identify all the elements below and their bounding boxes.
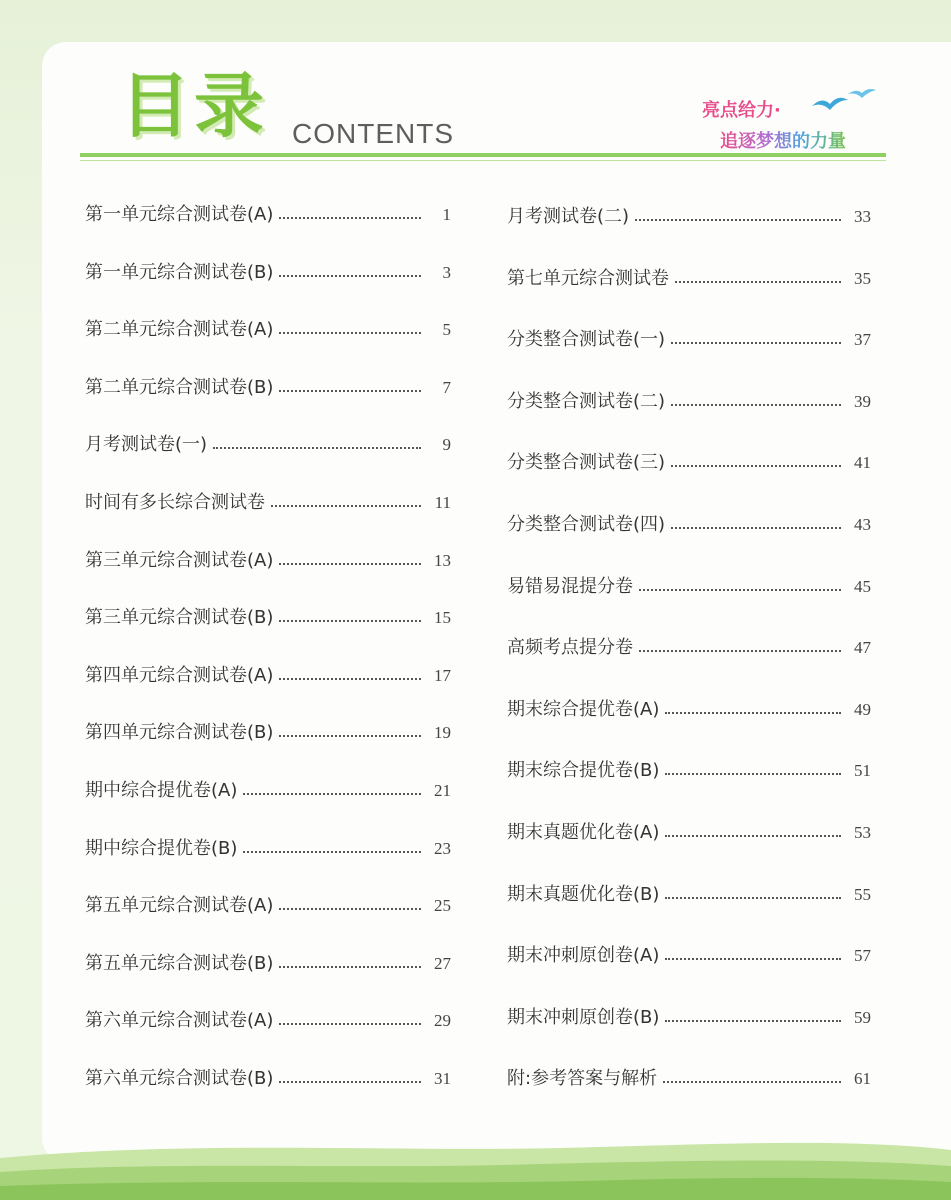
toc-entry-title: 期末冲刺原创卷(A) [507,945,660,967]
toc-entry-title: 期末真题优化卷(B) [507,883,660,905]
toc-entry[interactable] [507,880,871,910]
toc-entry-title: 第四单元综合测试卷(B) [85,722,274,744]
toc-dot-leader [279,620,421,622]
toc-entry-title: 期末冲刺原创卷(B) [507,1006,660,1028]
toc-dot-leader [279,217,421,219]
toc-dot-leader [665,897,841,899]
toc-entry[interactable] [85,258,451,288]
toc-entry-title: 月考测试卷(一) [85,434,208,456]
toc-dot-leader [243,793,421,795]
toc-entry-title: 分类整合测试卷(一) [507,329,666,351]
toc-dot-leader [279,966,421,968]
toc-entry-page-number: 19 [434,723,451,743]
toc-entry-page-number: 53 [854,823,871,842]
toc-dot-leader [671,527,841,529]
toc-entry-title: 月考测试卷(二) [507,206,630,227]
toc-entry-page-number: 7 [442,377,451,397]
toc-entry-page-number: 59 [854,1007,871,1027]
toc-entry-title: 易错易混提分卷 [507,575,633,597]
toc-dot-leader [665,1020,841,1022]
toc-entry-title: 第四单元综合测试卷(A) [85,664,274,686]
toc-entry-title: 期末综合提优卷(A) [507,698,660,720]
toc-entry-page-number: 3 [442,262,451,282]
toc-entry-title: 期末综合提优卷(B) [507,760,660,782]
toc-entry-page-number: 27 [434,953,451,973]
toc-entry[interactable] [85,661,451,691]
toc-entry[interactable] [85,834,451,864]
toc-entry[interactable] [85,891,451,921]
toc-dot-leader [279,678,421,680]
toc-entry-page-number: 23 [434,838,451,858]
toc-entry-title: 第三单元综合测试卷(B) [85,607,274,629]
toc-dot-leader [635,219,841,221]
toc-entry-page-number: 43 [854,515,871,534]
toc-dot-leader [279,908,421,910]
toc-entry-page-number: 61 [854,1069,871,1089]
toc-entry-page-number: 15 [434,608,451,628]
toc-entry-title: 第五单元综合测试卷(A) [85,895,274,917]
toc-dot-leader [279,563,421,565]
toc-dot-leader [213,447,421,449]
toc-entry-page-number: 17 [434,665,451,685]
toc-entry-page-number: 29 [434,1011,451,1031]
toc-entry-title: 分类整合测试卷(四) [507,514,666,535]
toc-entry-title: 第二单元综合测试卷(A) [85,319,274,341]
toc-entry-page-number: 13 [434,550,451,570]
toc-entry-page-number: 57 [854,946,871,966]
toc-entry-title: 第一单元综合测试卷(A) [85,204,274,225]
toc-dot-leader [279,275,421,277]
toc-entry-page-number: 9 [442,435,451,455]
toc-entry-title: 期中综合提优卷(B) [85,837,238,859]
toc-entry[interactable] [85,949,451,979]
toc-dot-leader [271,505,421,507]
header-rule [80,153,886,157]
toc-entry-page-number: 25 [434,896,451,916]
toc-entry-page-number: 11 [434,493,451,512]
bottom-grass-band [0,1130,951,1200]
toc-dot-leader [665,712,841,714]
toc-entry-title: 期中综合提优卷(A) [85,780,238,801]
toc-entry-page-number: 41 [854,453,871,473]
toc-entry-page-number: 33 [854,207,871,226]
toc-entry[interactable] [507,695,871,725]
toc-dot-leader [639,650,841,652]
page-subtitle: CONTENTS [292,118,454,149]
toc-entry[interactable] [85,603,451,633]
toc-dot-leader [663,1081,841,1083]
toc-dot-leader [279,390,421,392]
toc-entry[interactable] [85,546,451,576]
toc-entry-page-number: 47 [854,638,871,658]
toc-entry[interactable] [85,1006,451,1036]
toc-dot-leader [639,589,841,591]
toc-entry-page-number: 1 [442,205,451,224]
toc-entry[interactable] [507,756,871,786]
toc-entry[interactable] [85,776,451,806]
toc-dot-leader [279,332,421,334]
toc-entry-title: 期末真题优化卷(A) [507,822,660,843]
toc-entry[interactable] [507,448,871,478]
toc-entry[interactable] [507,572,871,602]
toc-dot-leader [279,735,421,737]
toc-entry-page-number: 39 [854,391,871,411]
toc-entry-page-number: 21 [434,781,451,800]
toc-entry[interactable] [85,430,451,460]
slogan-line-1: 亮点给力· [702,100,781,121]
toc-entry-title: 第六单元综合测试卷(B) [85,1068,274,1089]
page-title: 目录 [120,65,268,147]
toc-entry[interactable] [507,325,871,355]
toc-dot-leader [675,281,841,283]
slogan-line-2: 追逐梦想的力量 [720,127,846,153]
toc-entry-page-number: 45 [854,576,871,596]
toc-entry-title: 第三单元综合测试卷(A) [85,549,274,571]
toc-entry-title: 第二单元综合测试卷(B) [85,376,274,398]
toc-entry-title: 高频考点提分卷 [507,637,633,659]
toc-entry[interactable] [507,264,871,294]
toc-entry[interactable] [507,202,871,232]
toc-entry-page-number: 37 [854,330,871,350]
toc-entry[interactable] [85,315,451,345]
toc-entry-page-number: 31 [434,1069,451,1088]
toc-entry-title: 附:参考答案与解析 [507,1068,658,1090]
toc-entry[interactable] [85,373,451,403]
toc-entry[interactable] [507,387,871,417]
toc-entry[interactable] [507,1003,871,1033]
toc-dot-leader [671,342,841,344]
toc-entry[interactable] [507,818,871,848]
toc-entry[interactable] [85,200,451,230]
seagulls-icon [808,86,880,120]
toc-dot-leader [671,465,841,467]
toc-entry[interactable] [507,510,871,540]
toc-entry[interactable] [85,488,451,518]
toc-entry-page-number: 55 [854,884,871,904]
toc-entry-page-number: 51 [854,761,871,781]
toc-entry[interactable] [85,1064,451,1094]
toc-entry[interactable] [507,633,871,663]
toc-dot-leader [279,1081,421,1083]
toc-entry-page-number: 5 [442,320,451,340]
toc-entry-title: 时间有多长综合测试卷 [85,492,265,513]
toc-dot-leader [665,958,841,960]
toc-entry-title: 分类整合测试卷(二) [507,390,666,412]
toc-dot-leader [665,835,841,837]
header-rule-thin [80,160,886,161]
toc-dot-leader [665,773,841,775]
toc-entry-title: 第五单元综合测试卷(B) [85,952,274,974]
toc-dot-leader [279,1023,421,1025]
toc-dot-leader [671,404,841,406]
toc-entry-title: 第六单元综合测试卷(A) [85,1010,274,1032]
toc-dot-leader [243,851,421,853]
toc-entry-title: 分类整合测试卷(三) [507,452,666,474]
toc-entry[interactable] [507,1064,871,1094]
toc-entry-page-number: 49 [854,699,871,719]
toc-entry-title: 第一单元综合测试卷(B) [85,261,274,283]
toc-entry-title: 第七单元综合测试卷 [507,267,669,289]
toc-entry[interactable] [85,718,451,748]
toc-entry-page-number: 35 [854,268,871,288]
toc-entry[interactable] [507,941,871,971]
